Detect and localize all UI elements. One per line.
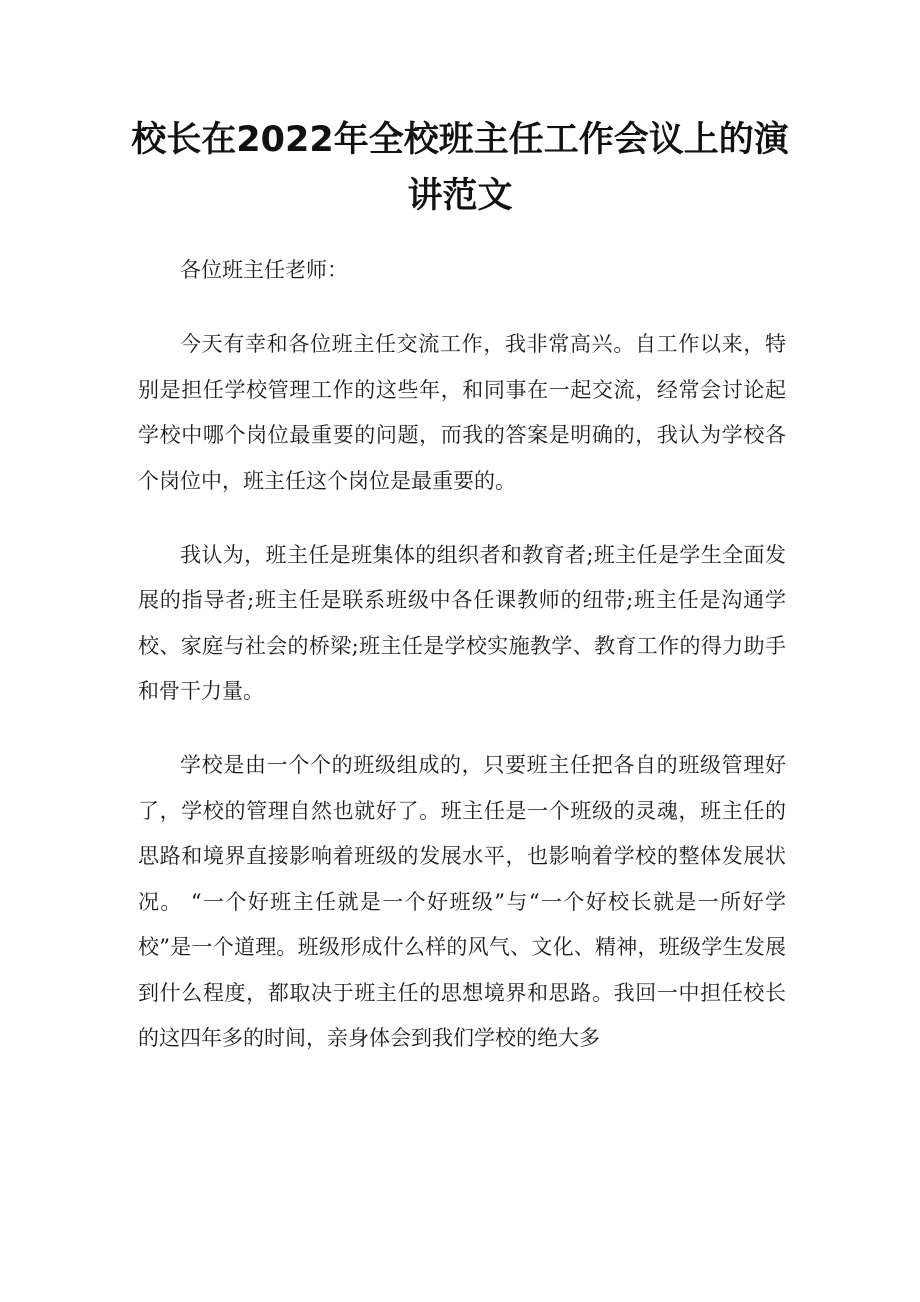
document-title: 校长在2022年全校班主任工作会议上的演讲范文 [131,120,789,216]
paragraph-3: 学校是由一个个的班级组成的，只要班主任把各自的班级管理好了，学校的管理自然也就好了。班主任是一个班级的灵魂，班主任的思路和境界直接影响着班级的发展水平，也影响着学校的整体发展状况。 “一个好班主任就是一个好班级”与“一个好校长就是一所好学校”是一个道理。班级形成什么样的风气、文化、精神，班级学生发展到什么程度，都取决于班主任的思想境界和思路。我回一中担任校长的这四年多的时间，亲身体会到我们学校的绝大多 [138,753,786,1050]
salutation: 各位班主任老师： [180,258,348,282]
paragraph-2: 我认为，班主任是班集体的组织者和教育者;班主任是学生全面发展的指导者;班主任是联系班级中各任课教师的纽带;班主任是沟通学校、家庭与社会的桥梁;班主任是学校实施教学、教育工作的得力助手和骨干力量。 [138,542,786,703]
paragraph-1: 今天有幸和各位班主任交流工作，我非常高兴。自工作以来，特别是担任学校管理工作的这些年，和同事在一起交流，经常会讨论起学校中哪个岗位最重要的问题，而我的答案是明确的，我认为学校各个岗位中，班主任这个岗位是最重要的。 [138,332,786,493]
document-body [138,248,786,1090]
